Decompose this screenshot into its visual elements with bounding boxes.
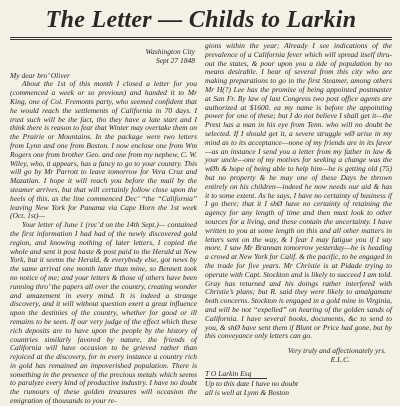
paragraph: About the 1st of this month I closed a letter for you (commenced a week or so previous) and handed it to Mr King, one of Col. Fremonts party, who seemed confident that he would reach the settlements of California in 70 days. I trust such will be the fact, tho they have a late start and I think there is reason to fear that Winter may overtake them on the Prairie or Mountains. In the package were two letters from Lynn and one from Boston. I now enclose one from Wm Rogers one from brother Geo. and one from my nephew, C. W. Wiley, who, it appears, has a fancy to go to your country. This will go by Mr Parrott to leave tomorrow for Vera Cruz and Mazatlan. I hope it will reach you before the mail by the steamer arrives, but that will certainly follow close upon the heels of this, as the line commenced Dec’ “the “California” leaving New York for Panama via Cape Horn the 1st week (Oct. 1st)— bbox=[10, 79, 197, 221]
postscript-line: all is well at Lynn & Boston bbox=[205, 388, 289, 398]
addressee: T O Larkin Esq bbox=[205, 368, 252, 378]
paragraph: Your letter of June 1 (rec’d on the 14th Sept.)— contained the first information I had had of the newly discovered gold region, and knowing nothing of later letters, I copied the whole and sent it post haste & post paid to the Herald at New York, but it seems the Herald, & everybody else, got news by the same arrival one month later than mine, so Bennett took no notice of me; and your letters & those of others have been running thro’ the papers all over the country, creating wonder and amazement in every mind. It is indeed a strange discovery, and it will without question exert a great influence upon the destinies of the country, whether for good or ill remains to be seen. If our very judge of the effect which these rich deposits are to have upon the people by the history of countries similarly favored by nature, the friends of California will have occasion to be grieved rather than rejoiced at the discovery, for in every instance a country rich in gold has remained an impoverished population. There is something in the presence of the precious metals which seems to paralyze every kind of productive industry. I have no doubt the rumours of these golden treasures will occasion the emigration of thousands to your re- bbox=[10, 220, 197, 406]
signature-initials: E.L.C. bbox=[330, 354, 350, 364]
closing: Very truly and affectionately yrs. bbox=[287, 346, 386, 356]
left-column bbox=[10, 42, 197, 406]
letter-place: Washington City bbox=[145, 47, 195, 56]
page-title: The Letter — Childs to Larkin bbox=[45, 7, 357, 33]
letter-date: Sept 27 1848 bbox=[155, 55, 195, 65]
salutation: My dear bro’ Oliver bbox=[10, 70, 70, 80]
right-column bbox=[205, 42, 392, 398]
letter-body bbox=[10, 42, 392, 406]
dateline bbox=[10, 48, 195, 66]
paragraph: gions within the year; Already I see indications of the prevalence of a California fever which will spread itself thru-out the states, & pour upon you a tide of population by no means desirable. I hear of several from this city who are making preparations to go in the first Steamer, among others Mr H(?) Lee has the promise of being appointed postmaster at San Fr. By law of last Congress two post office agents are authorized at $1600. ea my name is before the appointing power for one of these; but I do not believe I shall get it—the Prest has a man in his eye from Tenn. who will no doubt be selected. If I should get it, a severe struggle wØ arise in my mind as to its acceptance—none of my friends are in its favor—as an instance I send you a letter from my father in law & your uncle—one of my motives for seeking a change was the wØh & hope of being able to help him—he is getting old (75) but no property & he may one of these Days be thrown entirely on his children—indeed he now needs our aid & has it to some extent. As he says, I have no certainty of business if I go there; that it I shØ have no certainty of retaining the agency for any length of time and then must look to other sources for a living, and these contain the uncertainty. I have written to you at some length on this and all other matters in letters sent on the way, & I fear I may fatigue you if I say more. I saw Mr Brannan tomorrow yesterday—he is heading a crowd at New York for Calif. & the pacific, to be engaged in the trade for five years. Mr Christie is at Pidade trying to operate with Capt. Stockton and is likely to succeed I am told. Gray has returned and his doings rather interfered with Christie’s plans; but R. said they were likely to amalgamate both concerns. Stockton is engaged in a gold mine in Virginia, and will be not “expelled” on hearing of the golden sands of California. I have several books, documents, &c to send to you, & shØ have sent them if Blunt or Price had gone, but by this conveyance only letters can go. bbox=[205, 41, 392, 341]
title-rule bbox=[10, 37, 392, 40]
postscript-line: Up to this date I have no doubt bbox=[205, 379, 299, 389]
